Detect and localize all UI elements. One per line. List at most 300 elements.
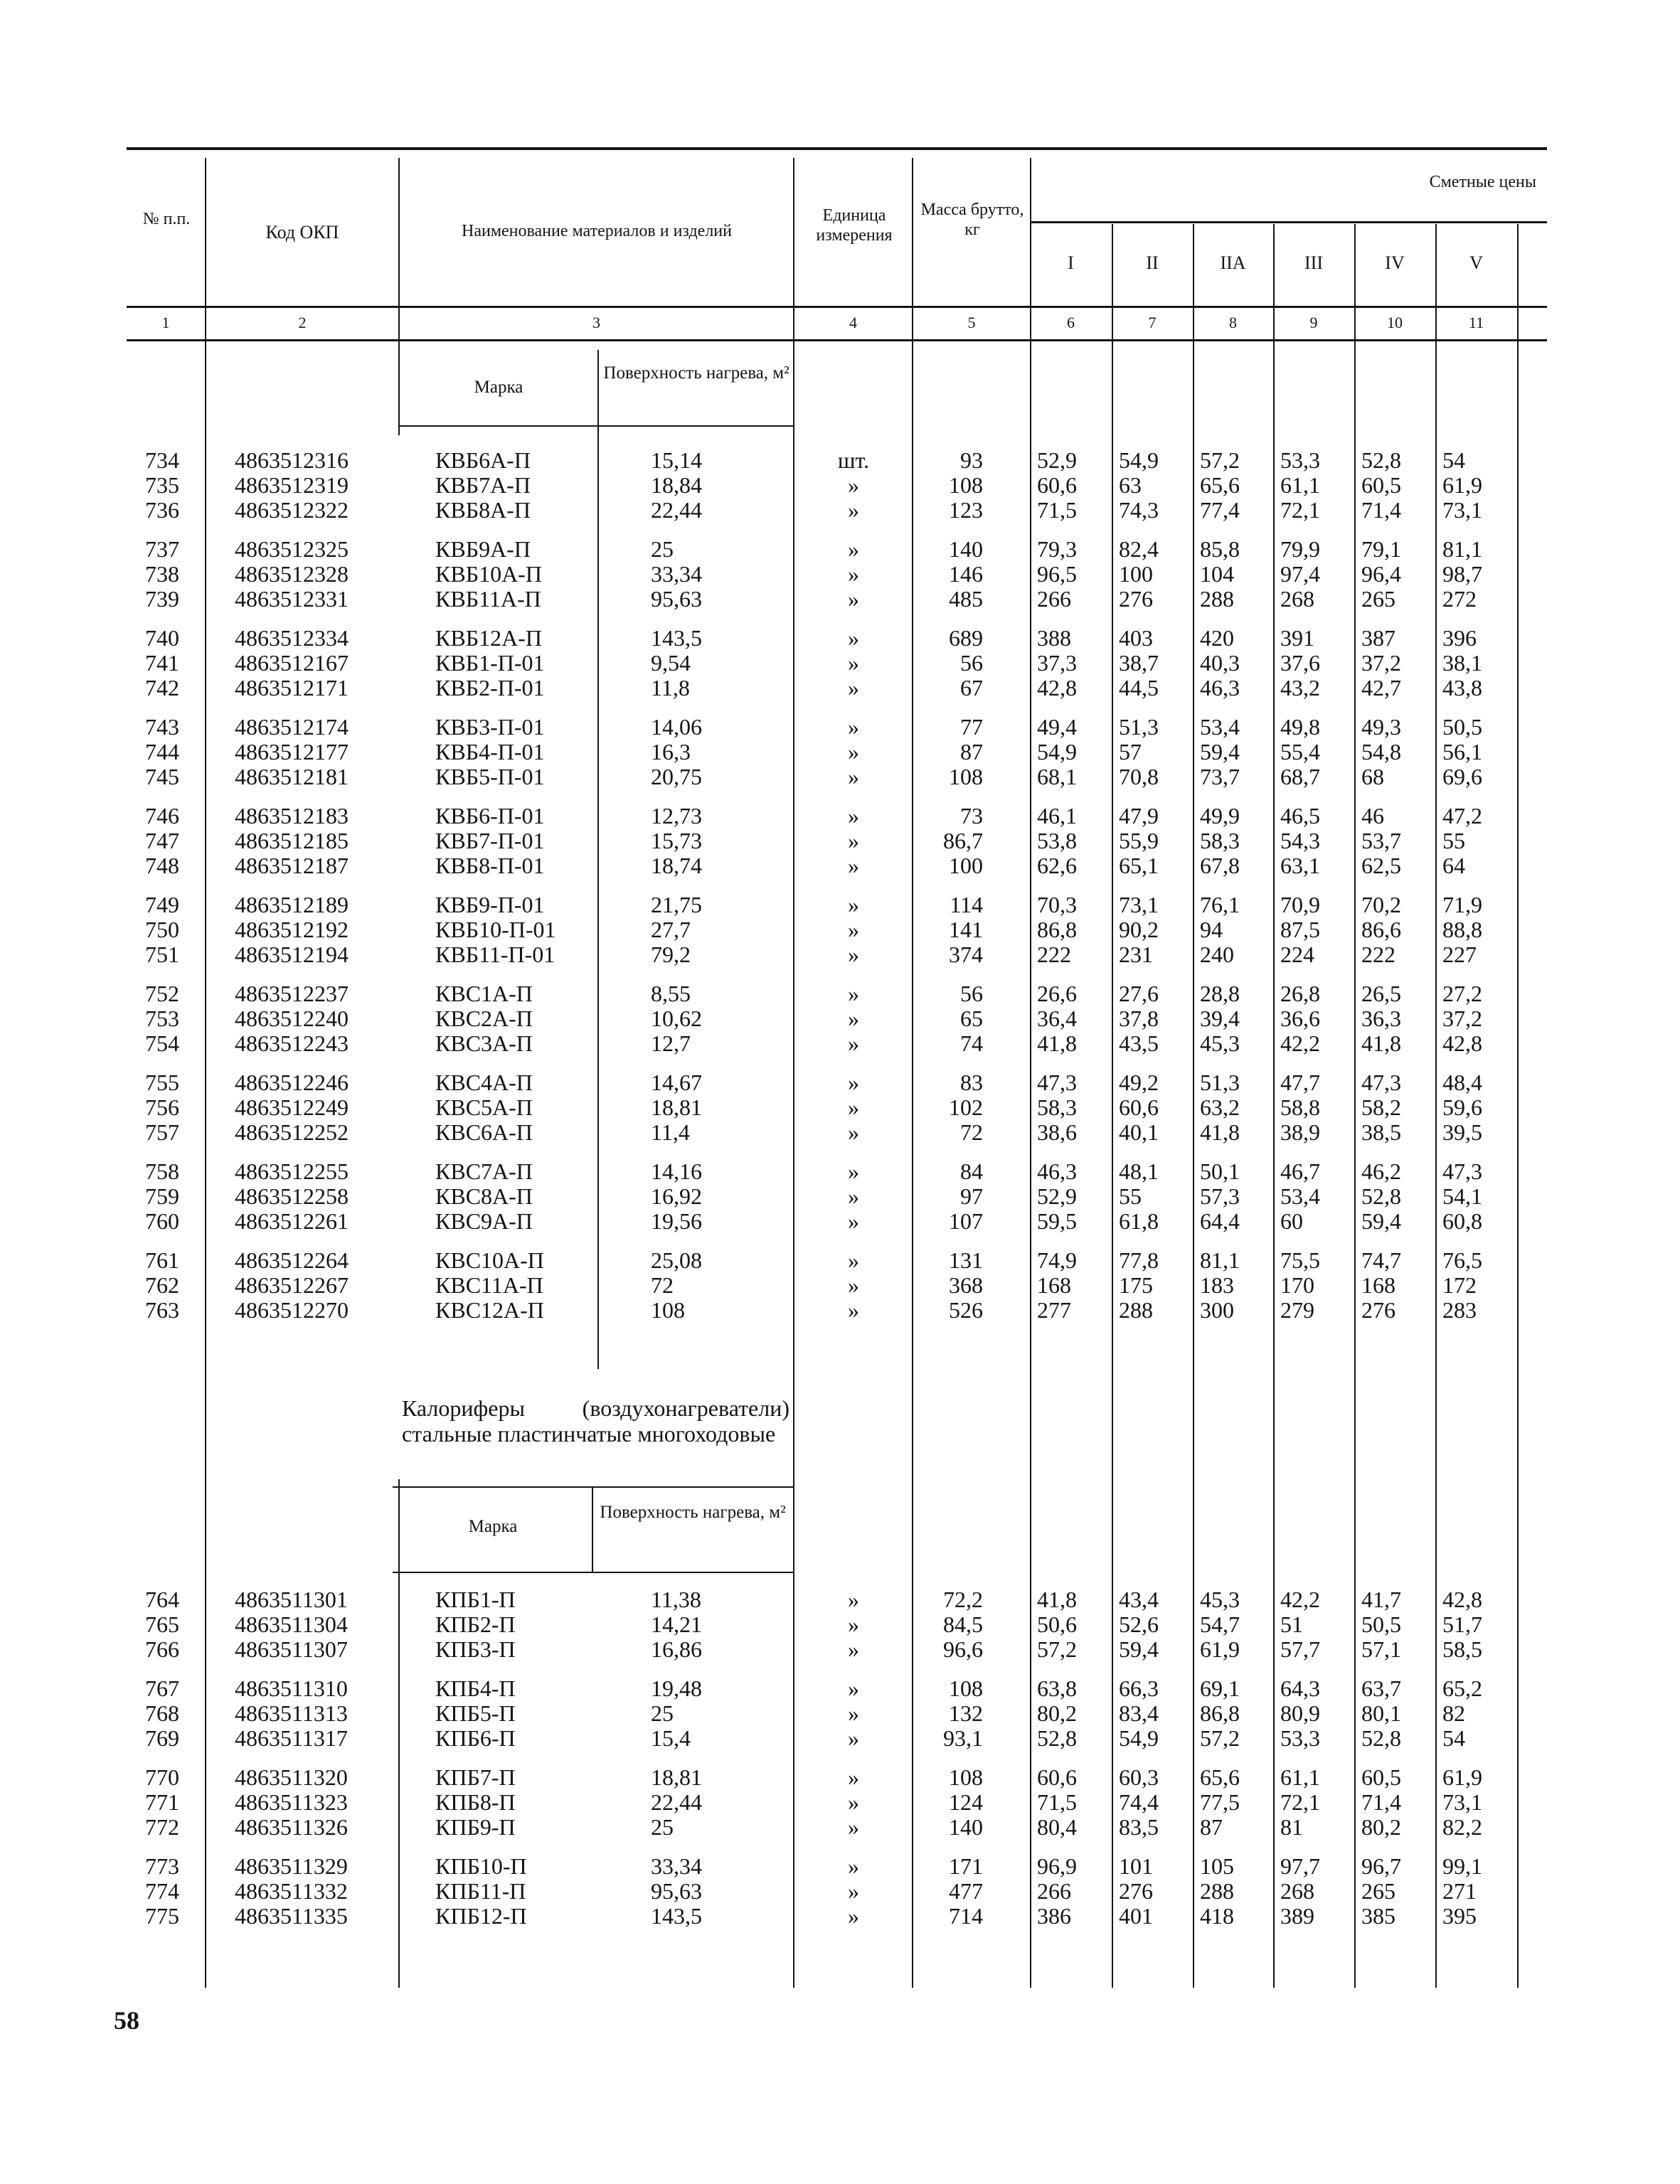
gross-mass: 96,6 xyxy=(943,1636,983,1662)
row-number: 734 xyxy=(145,447,179,473)
okp-code: 4863512183 xyxy=(235,803,349,829)
section2-title: Калориферы (воздухонагреватели) стальные пластинчатые многоходовые xyxy=(402,1395,790,1447)
gross-mass: 146 xyxy=(949,561,983,587)
price-cell: 49,2 xyxy=(1119,1070,1159,1095)
price-cell: 272 xyxy=(1442,586,1477,612)
gross-mass: 132 xyxy=(949,1700,983,1726)
heating-surface: 11,4 xyxy=(651,1119,690,1145)
row-number: 745 xyxy=(145,764,179,789)
gross-mass: 67 xyxy=(960,675,983,701)
product-mark: КВБ8А-П xyxy=(435,497,531,523)
price-cell: 37,3 xyxy=(1037,650,1077,676)
gross-mass: 477 xyxy=(949,1878,983,1904)
okp-code: 4863512181 xyxy=(235,764,349,789)
price-cell: 96,5 xyxy=(1037,561,1077,587)
column-number: 4 xyxy=(849,314,857,331)
price-cell: 57,2 xyxy=(1037,1636,1077,1662)
unit: » xyxy=(848,1297,859,1323)
price-cell: 53,4 xyxy=(1280,1183,1320,1209)
table-top-rule xyxy=(127,147,1547,150)
col-rule-2b xyxy=(398,1479,400,1988)
price-cell: 41,8 xyxy=(1037,1587,1077,1612)
price-cell: 88,8 xyxy=(1442,917,1482,942)
price-cell: 47,9 xyxy=(1119,803,1159,829)
price-cell: 283 xyxy=(1442,1297,1477,1323)
col-rule-7 xyxy=(1193,224,1194,1988)
okp-code: 4863512270 xyxy=(235,1297,349,1323)
header-bottom-rule xyxy=(127,306,1547,308)
unit: » xyxy=(848,1725,859,1751)
price-cell: 418 xyxy=(1200,1903,1234,1929)
price-cell: 77,5 xyxy=(1200,1789,1240,1815)
heating-surface: 16,86 xyxy=(651,1636,702,1662)
gross-mass: 714 xyxy=(949,1903,983,1929)
price-cell: 420 xyxy=(1200,625,1234,651)
row-number: 748 xyxy=(145,853,179,878)
product-mark: КПБ11-П xyxy=(435,1878,526,1904)
col-rule-5 xyxy=(1030,158,1031,1988)
price-cell: 60,6 xyxy=(1037,1764,1077,1790)
column-number: 10 xyxy=(1387,314,1403,331)
heating-surface: 33,34 xyxy=(651,1853,702,1879)
heating-surface: 18,81 xyxy=(651,1764,702,1790)
price-cell: 61,8 xyxy=(1119,1208,1159,1234)
unit: » xyxy=(848,1903,859,1929)
heating-surface: 14,06 xyxy=(651,714,702,740)
unit: » xyxy=(848,561,859,587)
unit: » xyxy=(848,1853,859,1879)
gross-mass: 72 xyxy=(960,1119,983,1145)
gross-mass: 87 xyxy=(960,739,983,765)
price-cell: 36,4 xyxy=(1037,1006,1077,1031)
unit: » xyxy=(848,650,859,676)
price-cell: 50,5 xyxy=(1361,1612,1401,1637)
price-cell: 55,9 xyxy=(1119,828,1159,853)
price-cell: 388 xyxy=(1037,625,1071,651)
price-cell: 77,8 xyxy=(1119,1247,1159,1273)
price-cell: 71,4 xyxy=(1361,1789,1401,1815)
subheader1-surface: Поверхность нагрева, м² xyxy=(603,363,790,383)
column-numbers-bottom-rule xyxy=(127,339,1547,341)
price-cell: 45,3 xyxy=(1200,1587,1240,1612)
gross-mass: 141 xyxy=(949,917,983,942)
price-cell: 37,2 xyxy=(1361,650,1401,676)
gross-mass: 74 xyxy=(960,1030,983,1056)
price-cell: 82,2 xyxy=(1442,1814,1482,1840)
price-cell: 396 xyxy=(1442,625,1477,651)
price-cell: 40,3 xyxy=(1200,650,1240,676)
price-cell: 61,9 xyxy=(1442,472,1482,498)
product-mark: КПБ5-П xyxy=(435,1700,516,1726)
price-cell: 55 xyxy=(1442,828,1465,853)
heating-surface: 16,3 xyxy=(651,739,691,765)
subheader2-marka: Марка xyxy=(468,1517,518,1536)
price-cell: 62,6 xyxy=(1037,853,1077,878)
okp-code: 4863511307 xyxy=(235,1636,348,1662)
price-cell: 53,3 xyxy=(1280,1725,1320,1751)
price-cell: 183 xyxy=(1200,1272,1234,1298)
product-mark: КВБ11А-П xyxy=(435,586,541,612)
price-cell: 41,8 xyxy=(1361,1030,1401,1056)
row-number: 746 xyxy=(145,803,179,829)
okp-code: 4863511310 xyxy=(235,1676,348,1701)
subheader2-surface: Поверхность нагрева, м² xyxy=(600,1503,786,1522)
gross-mass: 526 xyxy=(949,1297,983,1323)
gross-mass: 107 xyxy=(949,1208,983,1234)
okp-code: 4863512255 xyxy=(235,1158,349,1184)
price-cell: 59,4 xyxy=(1361,1208,1401,1234)
price-cell: 53,8 xyxy=(1037,828,1077,853)
gross-mass: 97 xyxy=(960,1183,983,1209)
price-cell: 41,7 xyxy=(1361,1587,1401,1612)
price-cell: 75,5 xyxy=(1280,1247,1320,1273)
price-cell: 96,4 xyxy=(1361,561,1401,587)
price-cell: 41,8 xyxy=(1200,1119,1240,1145)
price-cell: 52,8 xyxy=(1037,1725,1077,1751)
price-cell: 266 xyxy=(1037,1878,1071,1904)
price-cell: 71,9 xyxy=(1442,892,1482,917)
price-cell: 80,2 xyxy=(1361,1814,1401,1840)
product-mark: КВС9А-П xyxy=(435,1208,533,1234)
price-cell: 47,7 xyxy=(1280,1070,1320,1095)
heating-surface: 18,74 xyxy=(651,853,702,878)
unit: » xyxy=(848,1094,859,1120)
product-mark: КВС4А-П xyxy=(435,1070,533,1095)
column-number: 1 xyxy=(161,314,170,331)
price-cell: 52,8 xyxy=(1361,1183,1401,1209)
unit: шт. xyxy=(837,447,870,473)
price-cell: 42,2 xyxy=(1280,1030,1320,1056)
price-cell: 60,3 xyxy=(1119,1764,1159,1790)
price-cell: 49,9 xyxy=(1200,803,1240,829)
product-mark: КВБ1-П-01 xyxy=(435,650,545,676)
product-mark: КВС11А-П xyxy=(435,1272,543,1298)
price-cell: 45,3 xyxy=(1200,1030,1240,1056)
heating-surface: 95,63 xyxy=(651,586,702,612)
col-rule-8 xyxy=(1273,224,1275,1988)
row-number: 757 xyxy=(145,1119,179,1145)
unit: » xyxy=(848,1587,859,1612)
price-cell: 74,4 xyxy=(1119,1789,1159,1815)
row-number: 735 xyxy=(145,472,179,498)
price-cell: 42,2 xyxy=(1280,1587,1320,1612)
price-cell: 63,1 xyxy=(1280,853,1320,878)
gross-mass: 100 xyxy=(949,853,983,878)
heating-surface: 15,73 xyxy=(651,828,702,853)
product-mark: КВБ6-П-01 xyxy=(435,803,545,829)
price-cell: 43,8 xyxy=(1442,675,1482,701)
row-number: 738 xyxy=(145,561,179,587)
column-number: 2 xyxy=(298,314,307,331)
row-number: 755 xyxy=(145,1070,179,1095)
col-rule-6 xyxy=(1112,224,1113,1988)
price-cell: 385 xyxy=(1361,1903,1395,1929)
price-cell: 65,6 xyxy=(1200,472,1240,498)
subheader1-bottom-rule xyxy=(398,425,793,427)
okp-code: 4863511301 xyxy=(235,1587,348,1612)
price-cell: 85,8 xyxy=(1200,536,1240,562)
price-cell: 58,2 xyxy=(1361,1094,1401,1120)
price-cell: 60 xyxy=(1280,1208,1303,1234)
price-cell: 80,4 xyxy=(1037,1814,1077,1840)
price-cell: 52,8 xyxy=(1361,1725,1401,1751)
row-number: 752 xyxy=(145,981,179,1006)
header-name: Наименование материалов и изделий xyxy=(462,222,732,240)
price-cell: 73,1 xyxy=(1442,1789,1482,1815)
product-mark: КВБ12А-П xyxy=(435,625,542,651)
price-column-header: V xyxy=(1469,252,1483,273)
col-rule-11 xyxy=(1517,224,1519,1988)
row-number: 768 xyxy=(145,1700,179,1726)
price-cell: 46,3 xyxy=(1037,1158,1077,1184)
price-cell: 38,9 xyxy=(1280,1119,1320,1145)
price-cell: 57,2 xyxy=(1200,447,1240,473)
product-mark: КВС12А-П xyxy=(435,1297,544,1323)
row-number: 773 xyxy=(145,1853,179,1879)
price-cell: 222 xyxy=(1037,942,1071,967)
price-cell: 46,1 xyxy=(1037,803,1077,829)
heating-surface: 16,92 xyxy=(651,1183,702,1209)
col-rule-2 xyxy=(398,158,400,435)
gross-mass: 77 xyxy=(960,714,983,740)
price-cell: 54,8 xyxy=(1361,739,1401,765)
row-number: 743 xyxy=(145,714,179,740)
gross-mass: 114 xyxy=(950,892,983,917)
price-cell: 37,8 xyxy=(1119,1006,1159,1031)
price-cell: 172 xyxy=(1442,1272,1477,1298)
price-cell: 44,5 xyxy=(1119,675,1159,701)
price-cell: 47,3 xyxy=(1442,1158,1482,1184)
product-mark: КПБ1-П xyxy=(435,1587,516,1612)
product-mark: КВС1А-П xyxy=(435,981,533,1006)
price-cell: 83,5 xyxy=(1119,1814,1159,1840)
price-cell: 72,1 xyxy=(1280,1789,1320,1815)
product-mark: КВБ3-П-01 xyxy=(435,714,545,740)
price-cell: 82,4 xyxy=(1119,536,1159,562)
price-cell: 48,4 xyxy=(1442,1070,1482,1095)
price-cell: 74,9 xyxy=(1037,1247,1077,1273)
price-cell: 67,8 xyxy=(1200,853,1240,878)
col-rule-10 xyxy=(1435,224,1437,1988)
price-cell: 63,2 xyxy=(1200,1094,1240,1120)
product-mark: КПБ3-П xyxy=(435,1636,516,1662)
okp-code: 4863512167 xyxy=(235,650,349,676)
price-cell: 97,7 xyxy=(1280,1853,1320,1879)
okp-code: 4863512252 xyxy=(235,1119,349,1145)
okp-code: 4863512246 xyxy=(235,1070,349,1095)
price-cell: 77,4 xyxy=(1200,497,1240,523)
column-number: 5 xyxy=(967,314,976,331)
price-cell: 96,9 xyxy=(1037,1853,1077,1879)
price-cell: 47,3 xyxy=(1361,1070,1401,1095)
price-cell: 99,1 xyxy=(1442,1853,1482,1879)
header-num: № п.п. xyxy=(142,210,191,228)
price-cell: 57,1 xyxy=(1361,1636,1401,1662)
product-mark: КПБ9-П xyxy=(435,1814,516,1840)
price-cell: 58,5 xyxy=(1442,1636,1482,1662)
price-cell: 52,8 xyxy=(1361,447,1401,473)
price-cell: 48,1 xyxy=(1119,1158,1159,1184)
price-cell: 105 xyxy=(1200,1853,1234,1879)
row-number: 767 xyxy=(145,1676,179,1701)
price-cell: 90,2 xyxy=(1119,917,1159,942)
price-cell: 74,3 xyxy=(1119,497,1159,523)
heating-surface: 19,48 xyxy=(651,1676,702,1701)
okp-code: 4863512249 xyxy=(235,1094,349,1120)
price-cell: 170 xyxy=(1280,1272,1314,1298)
row-number: 769 xyxy=(145,1725,179,1751)
price-cell: 276 xyxy=(1361,1297,1395,1323)
price-cell: 57,3 xyxy=(1200,1183,1240,1209)
price-cell: 28,8 xyxy=(1200,981,1240,1006)
row-number: 765 xyxy=(145,1612,179,1637)
price-cell: 76,5 xyxy=(1442,1247,1482,1273)
price-cell: 94 xyxy=(1200,917,1223,942)
price-cell: 73,1 xyxy=(1442,497,1482,523)
col-rule-4 xyxy=(912,158,913,1988)
product-mark: КВБ8-П-01 xyxy=(435,853,545,878)
okp-code: 4863511304 xyxy=(235,1612,348,1637)
price-cell: 401 xyxy=(1119,1903,1153,1929)
unit: » xyxy=(848,1814,859,1840)
product-mark: КВБ7А-П xyxy=(435,472,531,498)
unit: » xyxy=(848,853,859,878)
unit: » xyxy=(848,1119,859,1145)
price-cell: 54,9 xyxy=(1037,739,1077,765)
price-cell: 53,4 xyxy=(1200,714,1240,740)
column-number: 3 xyxy=(592,314,600,331)
okp-code: 4863512331 xyxy=(235,586,349,612)
price-cell: 50,6 xyxy=(1037,1612,1077,1637)
price-cell: 50,1 xyxy=(1200,1158,1240,1184)
price-cell: 51,7 xyxy=(1442,1612,1482,1637)
column-number: 9 xyxy=(1309,314,1318,331)
price-cell: 57,2 xyxy=(1200,1725,1240,1751)
price-cell: 61,9 xyxy=(1442,1764,1482,1790)
okp-code: 4863512240 xyxy=(235,1006,349,1031)
unit: » xyxy=(848,675,859,701)
price-cell: 60,8 xyxy=(1442,1208,1482,1234)
product-mark: КВБ10А-П xyxy=(435,561,542,587)
heating-surface: 95,63 xyxy=(651,1878,702,1904)
gross-mass: 102 xyxy=(949,1094,983,1120)
price-cell: 49,3 xyxy=(1361,714,1401,740)
price-cell: 81,1 xyxy=(1200,1247,1240,1273)
price-cell: 391 xyxy=(1280,625,1314,651)
product-mark: КВС3А-П xyxy=(435,1030,533,1056)
price-cell: 57 xyxy=(1119,739,1142,765)
gross-mass: 124 xyxy=(949,1789,983,1815)
product-mark: КВС7А-П xyxy=(435,1158,533,1184)
price-cell: 231 xyxy=(1119,942,1153,967)
product-mark: КПБ7-П xyxy=(435,1764,516,1790)
gross-mass: 56 xyxy=(960,650,983,676)
row-number: 750 xyxy=(145,917,179,942)
row-number: 763 xyxy=(145,1297,179,1323)
gross-mass: 65 xyxy=(960,1006,983,1031)
okp-code: 4863511317 xyxy=(235,1725,348,1751)
row-number: 766 xyxy=(145,1636,179,1662)
row-number: 740 xyxy=(145,625,179,651)
header-unit: Единица измерения xyxy=(816,206,893,245)
price-cell: 265 xyxy=(1361,586,1395,612)
okp-code: 4863512243 xyxy=(235,1030,349,1056)
row-number: 760 xyxy=(145,1208,179,1234)
price-cell: 288 xyxy=(1200,586,1234,612)
price-cell: 101 xyxy=(1119,1853,1153,1879)
heating-surface: 22,44 xyxy=(651,1789,702,1815)
product-mark: КВБ10-П-01 xyxy=(435,917,556,942)
price-cell: 68 xyxy=(1361,764,1384,789)
heating-surface: 12,73 xyxy=(651,803,702,829)
product-mark: КВБ9А-П xyxy=(435,536,531,562)
okp-code: 4863512189 xyxy=(235,892,349,917)
gross-mass: 84 xyxy=(960,1158,983,1184)
price-cell: 51 xyxy=(1280,1612,1303,1637)
product-mark: КВС10А-П xyxy=(435,1247,544,1273)
okp-code: 4863512267 xyxy=(235,1272,349,1298)
price-cell: 54,9 xyxy=(1119,1725,1159,1751)
price-cell: 266 xyxy=(1037,586,1071,612)
price-cell: 98,7 xyxy=(1442,561,1482,587)
price-cell: 96,7 xyxy=(1361,1853,1401,1879)
unit: » xyxy=(848,1247,859,1273)
okp-code: 4863512237 xyxy=(235,981,349,1006)
product-mark: КПБ4-П xyxy=(435,1676,516,1701)
price-cell: 58,8 xyxy=(1280,1094,1320,1120)
price-cell: 49,8 xyxy=(1280,714,1320,740)
price-cell: 42,8 xyxy=(1442,1587,1482,1612)
price-cell: 65,2 xyxy=(1442,1676,1482,1701)
price-cell: 389 xyxy=(1280,1903,1314,1929)
unit: » xyxy=(848,981,859,1006)
gross-mass: 374 xyxy=(949,942,983,967)
price-cell: 227 xyxy=(1442,942,1477,967)
unit: » xyxy=(848,803,859,829)
product-mark: КВБ7-П-01 xyxy=(435,828,545,853)
price-cell: 43,2 xyxy=(1280,675,1320,701)
unit: » xyxy=(848,472,859,498)
price-cell: 52,6 xyxy=(1119,1612,1159,1637)
gross-mass: 368 xyxy=(949,1272,983,1298)
unit: » xyxy=(848,739,859,765)
row-number: 764 xyxy=(145,1587,179,1612)
price-cell: 73,7 xyxy=(1200,764,1240,789)
price-cell: 80,2 xyxy=(1037,1700,1077,1726)
price-cell: 86,8 xyxy=(1200,1700,1240,1726)
row-number: 758 xyxy=(145,1158,179,1184)
price-cell: 72,1 xyxy=(1280,497,1320,523)
price-cell: 54 xyxy=(1442,1725,1465,1751)
col-rule-marka xyxy=(597,350,599,1369)
subheader1-marka: Марка xyxy=(474,378,523,397)
gross-mass: 140 xyxy=(949,536,983,562)
price-cell: 65,1 xyxy=(1119,853,1159,878)
heating-surface: 25,08 xyxy=(651,1247,702,1273)
gross-mass: 86,7 xyxy=(943,828,983,853)
price-cell: 50,5 xyxy=(1442,714,1482,740)
heating-surface: 143,5 xyxy=(651,1903,702,1929)
okp-code: 4863511313 xyxy=(235,1700,348,1726)
unit: » xyxy=(848,1612,859,1637)
product-mark: КПБ6-П xyxy=(435,1725,516,1751)
price-cell: 97,4 xyxy=(1280,561,1320,587)
price-cell: 86,6 xyxy=(1361,917,1401,942)
price-column-header: IV xyxy=(1385,252,1405,273)
gross-mass: 93 xyxy=(960,447,983,473)
price-cell: 268 xyxy=(1280,1878,1314,1904)
heating-surface: 18,84 xyxy=(651,472,702,498)
